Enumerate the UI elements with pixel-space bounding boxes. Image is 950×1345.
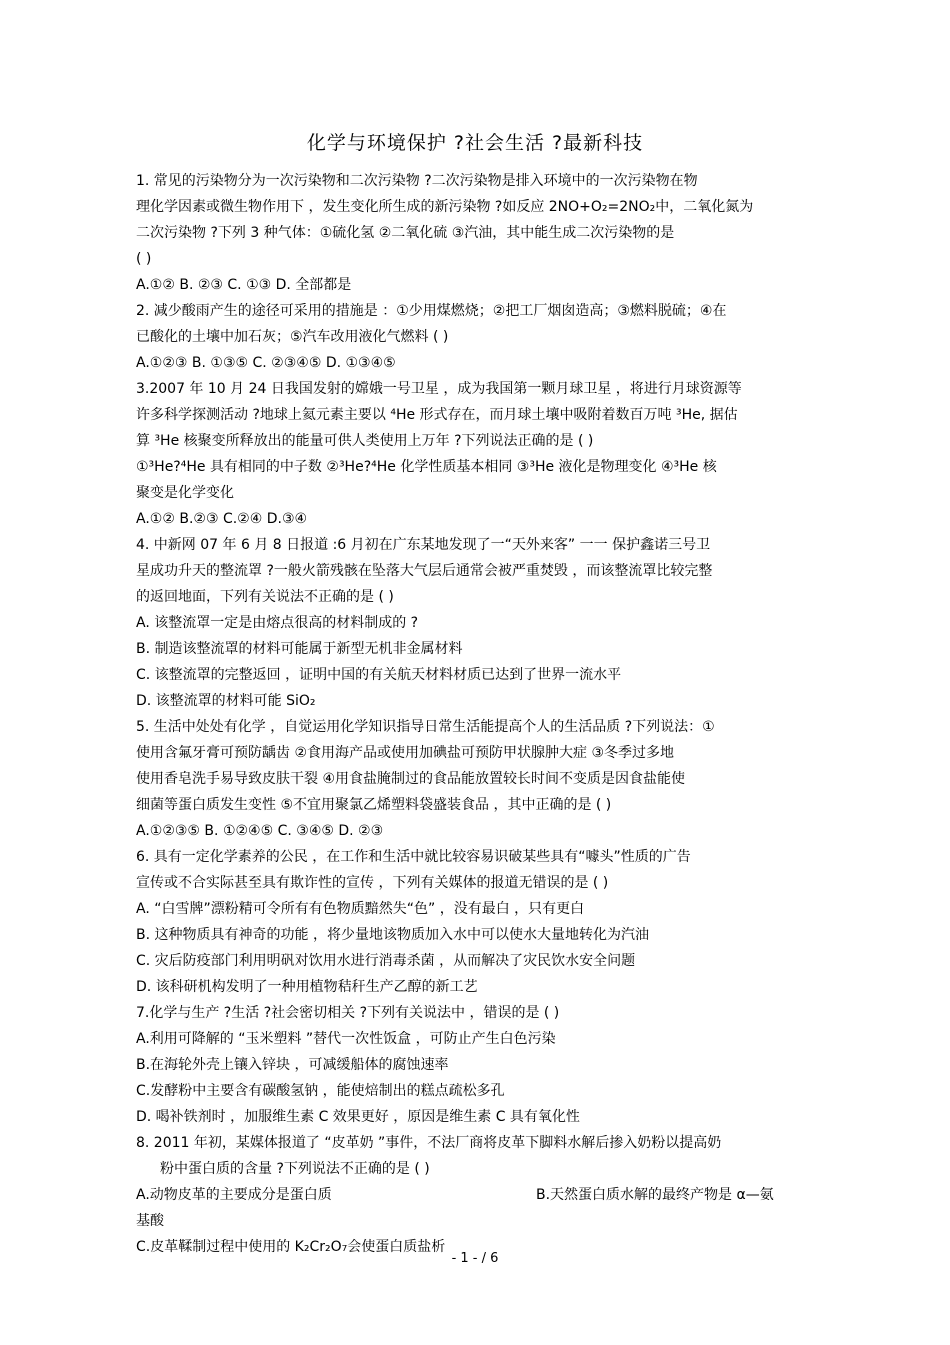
answer-option: C.发酵粉中主要含有碳酸氢钠 ，能使焙制出的糕点疏松多孔 xyxy=(136,1083,505,1099)
q8-options-row xyxy=(136,1182,820,1208)
text-line: 使用含氟牙膏可预防龋齿 ②食用海产品或使用加碘盐可预防甲状腺肿大症 ③冬季过多地 xyxy=(136,745,674,761)
answer-option: D. 喝补铁剂时 ，加服维生素 C 效果更好 ，原因是维生素 C 具有氧化性 xyxy=(136,1109,580,1125)
text-line: 的返回地面，下列有关说法不正确的是 ( ) xyxy=(136,589,394,605)
text-line: 3.2007 年 10 月 24 日我国发射的嫦娥一号卫星 ，成为我国第一颗月球卫星 ，将进行月球资源等 xyxy=(136,381,742,397)
answer-option: D. 该整流罩的材料可能 SiO₂ xyxy=(136,693,316,709)
answer-options: A.①② B.②③ C.②④ D.③④ xyxy=(136,511,308,527)
answer-options: A.①② B. ②③ C. ①③ D. 全部都是 xyxy=(136,277,352,293)
answer-option: C.皮革鞣制过程中使用的 K₂Cr₂O₇会使蛋白质盐析 xyxy=(136,1239,446,1255)
text-line: 8. 2011 年初，某媒体报道了 “皮革奶 ”事件，不法厂商将皮革下脚料水解后掺入奶粉以提高奶 xyxy=(136,1135,722,1151)
answer-option: B.在海轮外壳上镶入锌块 ，可减缓船体的腐蚀速率 xyxy=(136,1057,449,1073)
answer-option: C. 该整流罩的完整返回 ，证明中国的有关航天材料材质已达到了世界一流水平 xyxy=(136,667,622,683)
answer-option-continuation: 基酸 xyxy=(136,1213,164,1229)
text-line: 6. 具有一定化学素养的公民 ，在工作和生活中就比较容易识破某些具有“噱头”性质的广告 xyxy=(136,849,691,865)
text-line: 算 ³He 核聚变所释放出的能量可供人类使用上万年 ?下列说法正确的是 ( ) xyxy=(136,433,594,449)
text-line: 粉中蛋白质的含量 ?下列说法不正确的是 ( ) xyxy=(160,1161,430,1177)
text-line: 7.化学与生产 ?生活 ?社会密切相关 ?下列有关说法中 ，错误的是 ( ) xyxy=(136,1005,560,1021)
answer-option: A.利用可降解的 “玉米塑料 ”替代一次性饭盒 ，可防止产生白色污染 xyxy=(136,1031,556,1047)
text-line: 2. 减少酸雨产生的途径可采用的措施是 ：①少用煤燃烧；②把工厂烟囱造高；③燃料脱硫；④在 xyxy=(136,303,727,319)
answer-options: A.①②③ B. ①③⑤ C. ②③④⑤ D. ①③④⑤ xyxy=(136,355,396,371)
document-title: 化学与环境保护 ?社会生活 ?最新科技 xyxy=(306,132,644,154)
text-line: ①³He?⁴He 具有相同的中子数 ②³He?⁴He 化学性质基本相同 ③³He 液化是物理变化 ④³He 核 xyxy=(136,459,717,475)
text-line: 1. 常见的污染物分为一次污染物和二次污染物 ?二次污染物是排入环境中的一次污染物在物 xyxy=(136,173,698,189)
document-body xyxy=(136,168,820,1260)
text-line: 已酸化的土壤中加石灰；⑤汽车改用液化气燃料 ( ) xyxy=(136,329,449,345)
text-line: 使用香皂洗手易导致皮肤干裂 ④用食盐腌制过的食品能放置较长时间不变质是因食盐能使 xyxy=(136,771,685,787)
page-number: - 1 - / 6 xyxy=(451,1251,499,1266)
text-line: 二次污染物 ?下列 3 种气体：①硫化氢 ②二氧化硫 ③汽油，其中能生成二次污染物的是 xyxy=(136,225,675,241)
answer-option: B. 这种物质具有神奇的功能 ，将少量地该物质加入水中可以使水大量地转化为汽油 xyxy=(136,927,649,943)
text-line: 宣传或不合实际甚至具有欺诈性的宣传 ，下列有关媒体的报道无错误的是 ( ) xyxy=(136,875,609,891)
answer-option: A.动物皮革的主要成分是蛋白质 xyxy=(136,1187,332,1203)
answer-option: C. 灾后防疫部门利用明矾对饮用水进行消毒杀菌 ，从而解决了灾民饮水安全问题 xyxy=(136,953,636,969)
answer-option: A. “白雪牌”漂粉精可令所有有色物质黯然失“色” ，没有最白 ，只有更白 xyxy=(136,901,585,917)
text-line: 星成功升天的整流罩 ?一般火箭残骸在坠落大气层后通常会被严重焚毁 ，而该整流罩比较完整 xyxy=(136,563,713,579)
text-line: 5. 生活中处处有化学 ，自觉运用化学知识指导日常生活能提高个人的生活品质 ?下列说法：① xyxy=(136,719,715,735)
answer-option: A. 该整流罩一定是由熔点很高的材料制成的 ? xyxy=(136,615,419,631)
answer-option: B. 制造该整流罩的材料可能属于新型无机非金属材料 xyxy=(136,641,463,657)
text-line: 许多科学探测活动 ?地球上氦元素主要以 ⁴He 形式存在，而月球土壤中吸附着数百万吨 ³He, 据估 xyxy=(136,407,738,423)
text-line: 聚变是化学变化 xyxy=(136,485,234,501)
text-line: 理化学因素或微生物作用下 ，发生变化所生成的新污染物 ?如反应 2NO+O₂=2NO₂中，二氧化氮为 xyxy=(136,199,754,215)
answer-option: B.天然蛋白质水解的最终产物是 α—氨 xyxy=(536,1187,774,1203)
text-line: 4. 中新网 07 年 6 月 8 日报道 :6 月初在广东某地发现了一“天外来客” 一一 保护鑫诺三号卫 xyxy=(136,537,711,553)
answer-options: A.①②③⑤ B. ①②④⑤ C. ③④⑤ D. ②③ xyxy=(136,823,384,839)
text-line: ( ) xyxy=(136,251,152,267)
text-line: 细菌等蛋白质发生变性 ⑤不宜用聚氯乙烯塑料袋盛装食品 ，其中正确的是 ( ) xyxy=(136,797,612,813)
answer-option: D. 该科研机构发明了一种用植物秸秆生产乙醇的新工艺 xyxy=(136,979,478,995)
